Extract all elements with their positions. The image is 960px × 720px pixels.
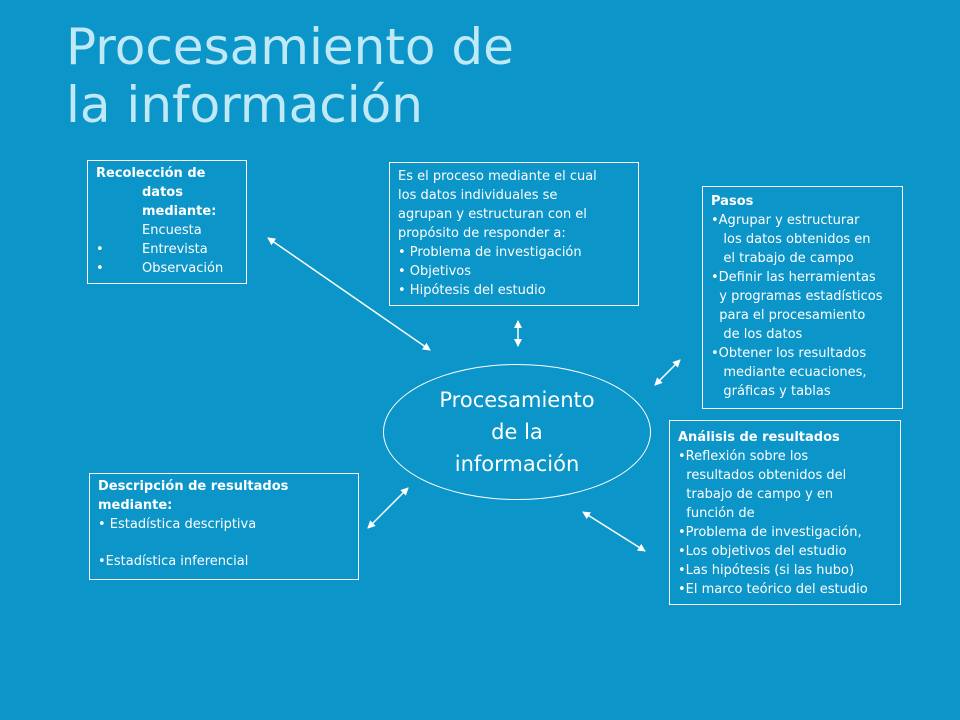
analisis-heading: Análisis de resultados [678, 430, 840, 445]
arrow-descripcion [368, 488, 408, 528]
descripcion-box [89, 473, 359, 580]
analisis-line: •Las hipótesis (si las hubo) [678, 563, 855, 578]
descripcion-heading-1: Descripción de resultados [98, 479, 289, 494]
definicion-line-4: propósito de responder a: [398, 226, 566, 241]
definicion-item-problema: • Problema de investigación [398, 245, 582, 260]
analisis-line: •El marco teórico del estudio [678, 582, 868, 597]
pasos-line: •Obtener los resultados [711, 346, 867, 361]
pasos-line: de los datos [711, 327, 803, 342]
center-line-2: de la [491, 420, 543, 444]
definicion-line-1: Es el proceso mediante el cual [398, 169, 597, 184]
recoleccion-item-entrevista: • Entrevista [96, 240, 240, 259]
recoleccion-heading-1: Recolección de [96, 166, 206, 181]
definicion-item-hipotesis: • Hipótesis del estudio [398, 283, 546, 298]
analisis-line: •Problema de investigación, [678, 525, 862, 540]
descripcion-item-inferencial: •Estadística inferencial [98, 554, 249, 569]
title-line-2: la información [66, 76, 423, 134]
pasos-line: mediante ecuaciones, [711, 365, 867, 380]
arrow-analisis [583, 512, 645, 551]
recoleccion-heading-3: mediante: [142, 204, 217, 219]
descripcion-heading-2: mediante: [98, 498, 173, 513]
pasos-line: y programas estadísticos [711, 289, 883, 304]
recoleccion-box [87, 160, 247, 284]
analisis-line: •Los objetivos del estudio [678, 544, 847, 559]
pasos-line: •Definir las herramientas [711, 270, 876, 285]
definicion-line-2: los datos individuales se [398, 188, 558, 203]
center-line-1: Procesamiento [439, 388, 595, 412]
analisis-box [669, 420, 901, 605]
pasos-line: gráficas y tablas [711, 384, 831, 399]
pasos-line: para el procesamiento [711, 308, 866, 323]
recoleccion-heading-2: datos [142, 185, 183, 200]
spacer [98, 534, 352, 552]
analisis-line: •Reflexión sobre los [678, 449, 809, 464]
definicion-item-objetivos: • Objetivos [398, 264, 472, 279]
pasos-line: •Agrupar y estructurar [711, 213, 860, 228]
title-line-1: Procesamiento de [66, 18, 514, 76]
pasos-line: el trabajo de campo [711, 251, 854, 266]
pasos-heading: Pasos [711, 194, 754, 209]
pasos-line: los datos obtenidos en [711, 232, 871, 247]
center-concept-ellipse [383, 364, 651, 500]
center-line-3: información [454, 452, 580, 476]
pasos-box [702, 186, 903, 409]
definicion-box [389, 162, 639, 306]
analisis-line: función de [678, 506, 755, 521]
definicion-line-3: agrupan y estructuran con el [398, 207, 587, 222]
recoleccion-item-encuesta: Encuesta [142, 223, 202, 238]
analisis-line: resultados obtenidos del [678, 468, 847, 483]
arrow-pasos [655, 360, 680, 385]
recoleccion-item-observacion: • Observación [96, 259, 240, 278]
descripcion-item-descriptiva: • Estadística descriptiva [98, 517, 257, 532]
analisis-line: trabajo de campo y en [678, 487, 834, 502]
